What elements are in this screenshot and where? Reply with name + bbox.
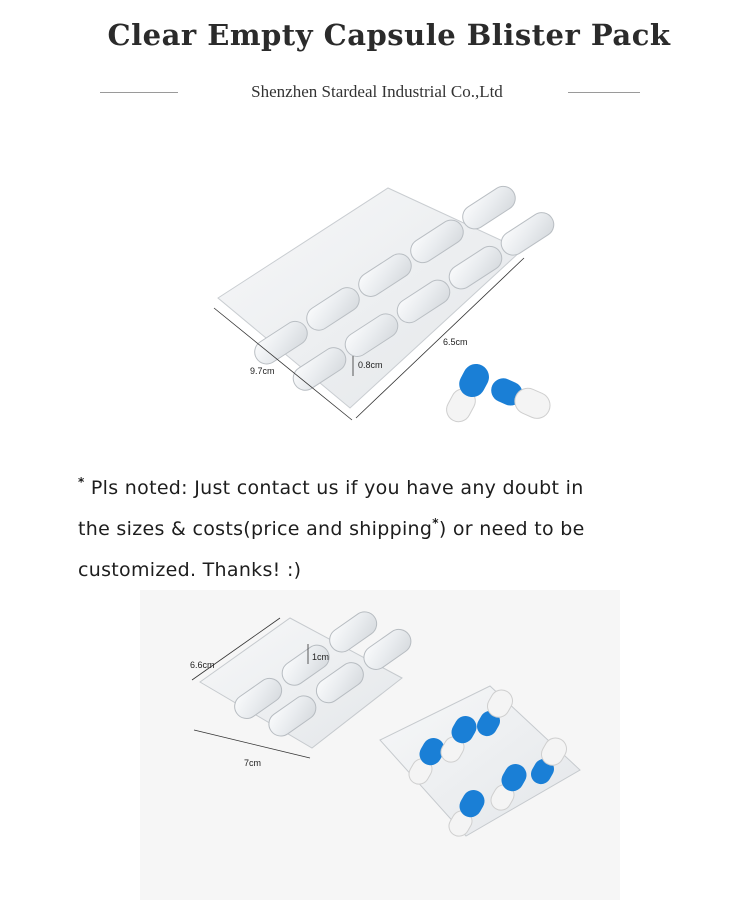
asterisk: * (78, 475, 85, 489)
asterisk: * (432, 516, 439, 530)
capsule-2 (487, 374, 554, 423)
note-line-1: * Pls noted: Just contact us if you have any doubt in (78, 475, 584, 499)
width-label: 6.6cm (190, 660, 215, 670)
page-title: Clear Empty Capsule Blister Pack (107, 18, 671, 52)
depth-label: 0.8cm (358, 360, 383, 370)
company-name: Shenzhen Stardeal Industrial Co.,Ltd (251, 82, 503, 101)
note-line-2: the sizes & costs(price and shipping*) or need to be (78, 516, 585, 540)
depth-label: 1cm (312, 652, 330, 662)
blister-tray-photo (200, 180, 560, 440)
company-row (0, 80, 750, 104)
note-text (78, 468, 718, 591)
width-label: 6.5cm (443, 337, 468, 347)
length-label: 9.7cm (250, 366, 275, 376)
blister-card-photo (140, 590, 620, 900)
note-line-3: customized. Thanks! :) (78, 559, 302, 581)
divider-right (568, 92, 640, 93)
capsule-1 (441, 359, 493, 426)
length-label: 7cm (244, 758, 262, 768)
